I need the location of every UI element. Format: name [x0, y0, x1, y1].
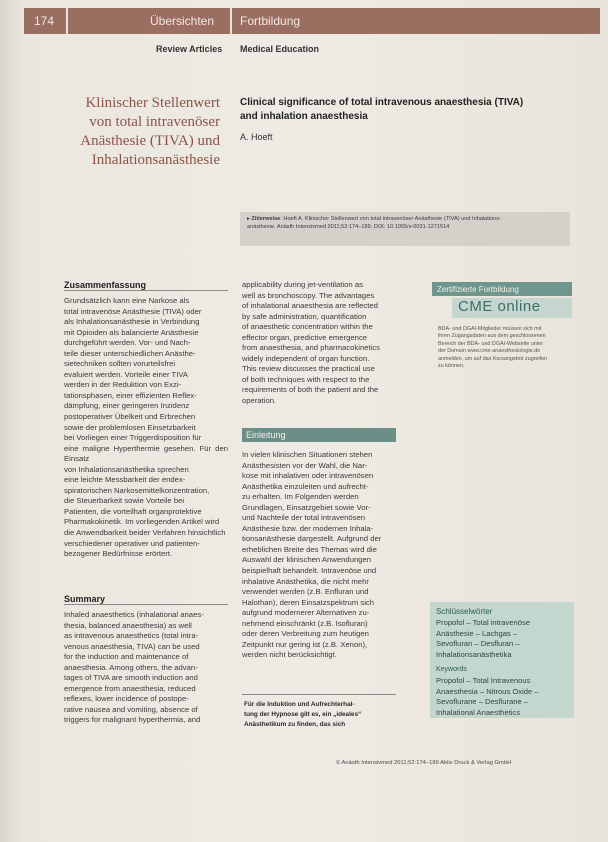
- text-line: Anästhesisten vor der Wahl, die Nar-: [242, 460, 368, 470]
- text-line: for the induction and maintenance of: [64, 652, 189, 662]
- text-line: This review discusses the practical use: [242, 364, 375, 374]
- arrow-icon: ▸: [247, 216, 250, 222]
- text-line: emergence from anaesthesia, reduced: [64, 683, 196, 693]
- summary-continued-text: [242, 280, 396, 407]
- einleitung-heading: Einleitung: [246, 430, 286, 440]
- text-line: ihren Zugangsdaten aus dem geschlossenen: [438, 333, 546, 340]
- text-line: bezogener Bedürfnisse erörtert.: [64, 549, 173, 559]
- text-line: total intravenöse Anästhesie (TIVA) oder: [64, 306, 202, 316]
- quote-line: Anästhetikum zu finden, das sich: [244, 721, 346, 728]
- text-line: die Steuerbarkeit sowie Vorteile bei: [64, 496, 185, 506]
- keyword-line: Anästhesie – Lachgas –: [436, 628, 518, 638]
- title-english: [240, 96, 570, 124]
- title-german-line: Inhalationsanästhesie: [91, 152, 220, 168]
- cme-label: Zertifizierte Fortbildung: [437, 285, 519, 294]
- text-line: tages of TIVA are smooth induction and: [64, 673, 198, 683]
- text-line: die Anwendbarkeit beider Verfahren hinsichtlich: [64, 528, 226, 538]
- text-line: Inhaled anaesthetics (inhalational anaes-: [64, 610, 204, 619]
- cme-title: CME online: [458, 298, 541, 315]
- category-label: Fortbildung: [240, 14, 301, 28]
- title-german-line: Anästhesie (TIVA) und: [80, 133, 220, 149]
- keywords-en-heading: Keywords: [436, 666, 467, 673]
- text-line: der Domain www.cme-anaesthesiologie.de: [438, 348, 541, 355]
- keyword-line: Sevofluran – Desfluran –: [436, 639, 520, 648]
- text-line: effector organ, predictive emergence: [242, 332, 368, 342]
- citation-line: anästhesie. Anästh Intensivmed 2011;52:174–189. DOI: 10.1055/s-0031-1271514: [247, 223, 450, 230]
- text-line: eine maligne Hyperthermie gesehen. Für den Einsatz: [64, 443, 228, 464]
- text-line: Anästhesie bzw. der modernen Inhala-: [242, 523, 374, 533]
- text-line: mit Opioiden als balancierte Anästhesie: [64, 327, 199, 337]
- text-line: postoperativer Übelkeit und Erbrechen: [64, 412, 196, 422]
- text-line: beispielhaft behandelt. Intravenöse und: [242, 566, 377, 576]
- keyword-line: Inhalationsanästhetika: [436, 649, 512, 659]
- citation-label: Zitierweise: [251, 216, 281, 222]
- copyright-footer: © Anästh Intensivmed 2011;52:174–189 Aktiv Druck & Verlag GmbH: [336, 760, 512, 766]
- quote-line: Für die Induktion und Aufrechterhal-: [244, 701, 355, 708]
- text-line: Halothan), deren Einsatzspektrum sich: [242, 597, 375, 607]
- text-line: Anästhetika einzuleiten und aufrecht-: [242, 481, 369, 491]
- text-line: widely independent of organ function.: [242, 353, 370, 363]
- text-line: Zeitpunkt nur gering ist (z.B. Xenon),: [242, 639, 368, 649]
- text-line: tationsphasen, einer effizienten Reflex-: [64, 390, 197, 400]
- text-line: teile dieser unterschiedlichen Anästhe-: [64, 348, 196, 358]
- text-line: oder deren Verbreitung zum heutigen: [242, 629, 369, 639]
- keyword-line: Propofol – Total Intravenous: [436, 676, 531, 685]
- text-line: Patienten, die vorteilhaft organprotektive: [64, 506, 202, 516]
- text-line: as intravenous anaesthetics (total intra-: [64, 631, 199, 641]
- text-line: von Inhalationsanästhetika sprechen: [64, 464, 189, 474]
- text-line: Grundsätzlich kann eine Narkose als: [64, 296, 190, 305]
- text-line: tionsanästhesie dargestellt. Aufgrund der: [242, 534, 382, 544]
- text-line: requirements of both the patient and the: [242, 385, 379, 395]
- heading-rule: [64, 290, 228, 291]
- zusammenfassung-heading: Zusammenfassung: [64, 280, 147, 290]
- title-german-line: von total intravenöser: [89, 114, 220, 130]
- subheader-left: Review Articles: [156, 44, 223, 54]
- subheader-right: Medical Education: [240, 44, 320, 54]
- text-line: BDA- und DGAI-Mitglieder müssen sich mit: [438, 326, 542, 332]
- citation-text: ▸ Zitierweise: Hoeft A. Klinischer Stellenwert von total intravenöser Anästhesie (TIVA) und Inhalations- anästhesie. Anästh Intensivmed 2011;52:174–189. DOI: 10.1055/s-0031-1271514: [247, 216, 565, 231]
- text-line: triggers for malignant hyperthermia, and: [64, 715, 201, 725]
- text-line: anaesthesia. Among others, the advan-: [64, 662, 198, 672]
- text-line: evaluiert werden. Vorteile einer TIVA: [64, 369, 189, 379]
- text-line: zu können.: [438, 363, 465, 370]
- keyword-line: Sevoflurane – Desflurane –: [436, 697, 529, 706]
- text-line: werden in der Reduktion von Exzi-: [64, 380, 182, 390]
- text-line: of both techniques with respect to the: [242, 374, 370, 384]
- text-line: Auswahl der klinischen Anwendungen: [242, 555, 372, 565]
- title-english-line: and inhalation anaesthesia: [240, 111, 368, 122]
- text-line: anmelden, um auf das Kursangebot zugreifen: [438, 355, 548, 362]
- text-line: durchgeführt werden. Vor- und Nach-: [64, 338, 191, 348]
- header-bar: [24, 8, 600, 34]
- text-line: verwendet werden (z.B. Enfluran und: [242, 587, 369, 597]
- cme-description: [438, 326, 572, 370]
- text-line: kose mit inhalativen oder intravenösen: [242, 471, 374, 481]
- text-line: In vielen klinischen Situationen stehen: [242, 450, 373, 459]
- text-line: nehmend einschränkt (z.B. Isofluran): [242, 618, 368, 628]
- text-line: venous anaesthesia, TIVA) can be used: [64, 641, 200, 651]
- text-line: werden nicht berücksichtigt.: [242, 650, 337, 660]
- text-line: Bereich der BDA- und DGAI-Webseite unter: [438, 340, 544, 347]
- keyword-line: Propofol – Total intravenöse: [436, 618, 530, 627]
- keywords-de-heading: Schlüsselwörter: [436, 607, 493, 616]
- text-line: sietechniken sollten vorurteilsfrei: [64, 359, 176, 369]
- text-line: of inhalational anaesthesia are reflected: [242, 301, 378, 311]
- text-line: inhalative Anästhetika, die nicht mehr: [242, 576, 369, 586]
- keyword-line: Anaesthesia – Nitrous Oxide –: [436, 686, 539, 696]
- text-line: zu erhalten. Im Folgenden werden: [242, 492, 359, 502]
- text-line: applicability during jet-ventilation as: [242, 280, 363, 289]
- title-english-line: Clinical significance of total intravenous anaesthesia (TIVA): [240, 97, 524, 108]
- text-line: well as bronchoscopy. The advantages: [242, 290, 375, 300]
- text-line: spiratorischen Narkosemittelkonzentration,: [64, 485, 210, 495]
- citation-line: Hoeft A. Klinischer Stellenwert von total intravenöser Anästhesie (TIVA) und Inhalations-: [283, 216, 501, 222]
- text-line: bei Vorliegen einer Triggerdisposition für: [64, 433, 202, 443]
- text-line: verschiedener operativer und patienten-: [64, 538, 200, 548]
- text-line: from anaesthesia, and pharmacokinetics: [242, 343, 381, 353]
- quote-line: tung der Hypnose gilt es, ein „ideales“: [244, 711, 362, 718]
- text-line: sowie der problemlosen Einsetzbarkeit: [64, 422, 196, 432]
- title-german: [60, 94, 220, 170]
- keywords-de: [436, 618, 570, 660]
- header-divider: [66, 8, 68, 34]
- text-line: aufgrund modernerer Alternativen zu-: [242, 608, 370, 618]
- einleitung-text: [242, 450, 396, 661]
- keywords-en: [436, 676, 570, 718]
- text-line: rative nausea and vomiting, absence of: [64, 704, 198, 714]
- text-line: als Inhalationsanästhesie in Verbindung: [64, 317, 200, 327]
- text-line: operation.: [242, 396, 277, 406]
- author: A. Hoeft: [240, 132, 273, 142]
- header-divider: [230, 8, 232, 34]
- text-line: Grundlagen, Einsatzgebiet sowie Vor-: [242, 502, 371, 512]
- text-line: reflexes, lower incidence of postope-: [64, 694, 189, 704]
- text-line: of anaesthetic concentration within the: [242, 322, 373, 332]
- title-german-line: Klinischer Stellenwert: [85, 95, 220, 111]
- text-line: Pharmakokinetik. Im vorliegenden Artikel wird: [64, 517, 220, 527]
- pull-quote: [244, 700, 396, 730]
- text-line: und Nachteile der total intravenösen: [242, 513, 366, 523]
- heading-rule: [64, 604, 228, 605]
- text-line: by safe administration, quantification: [242, 311, 367, 321]
- text-line: eine leichte Messbarkeit der endex-: [64, 475, 186, 485]
- text-line: thesia, balanced anaesthesia) as well: [64, 620, 192, 630]
- section-label: Übersichten: [150, 14, 215, 28]
- summary-text: [64, 610, 228, 726]
- page-number: 174: [34, 14, 55, 28]
- keyword-line: Inhalational Anaesthetics: [436, 707, 521, 717]
- text-line: dämpfung, einer geringeren Inzidenz: [64, 401, 190, 411]
- zusammenfassung-text: [64, 296, 228, 560]
- text-line: erheblichen Breite des Themas wird die: [242, 544, 377, 554]
- summary-heading: Summary: [64, 594, 106, 604]
